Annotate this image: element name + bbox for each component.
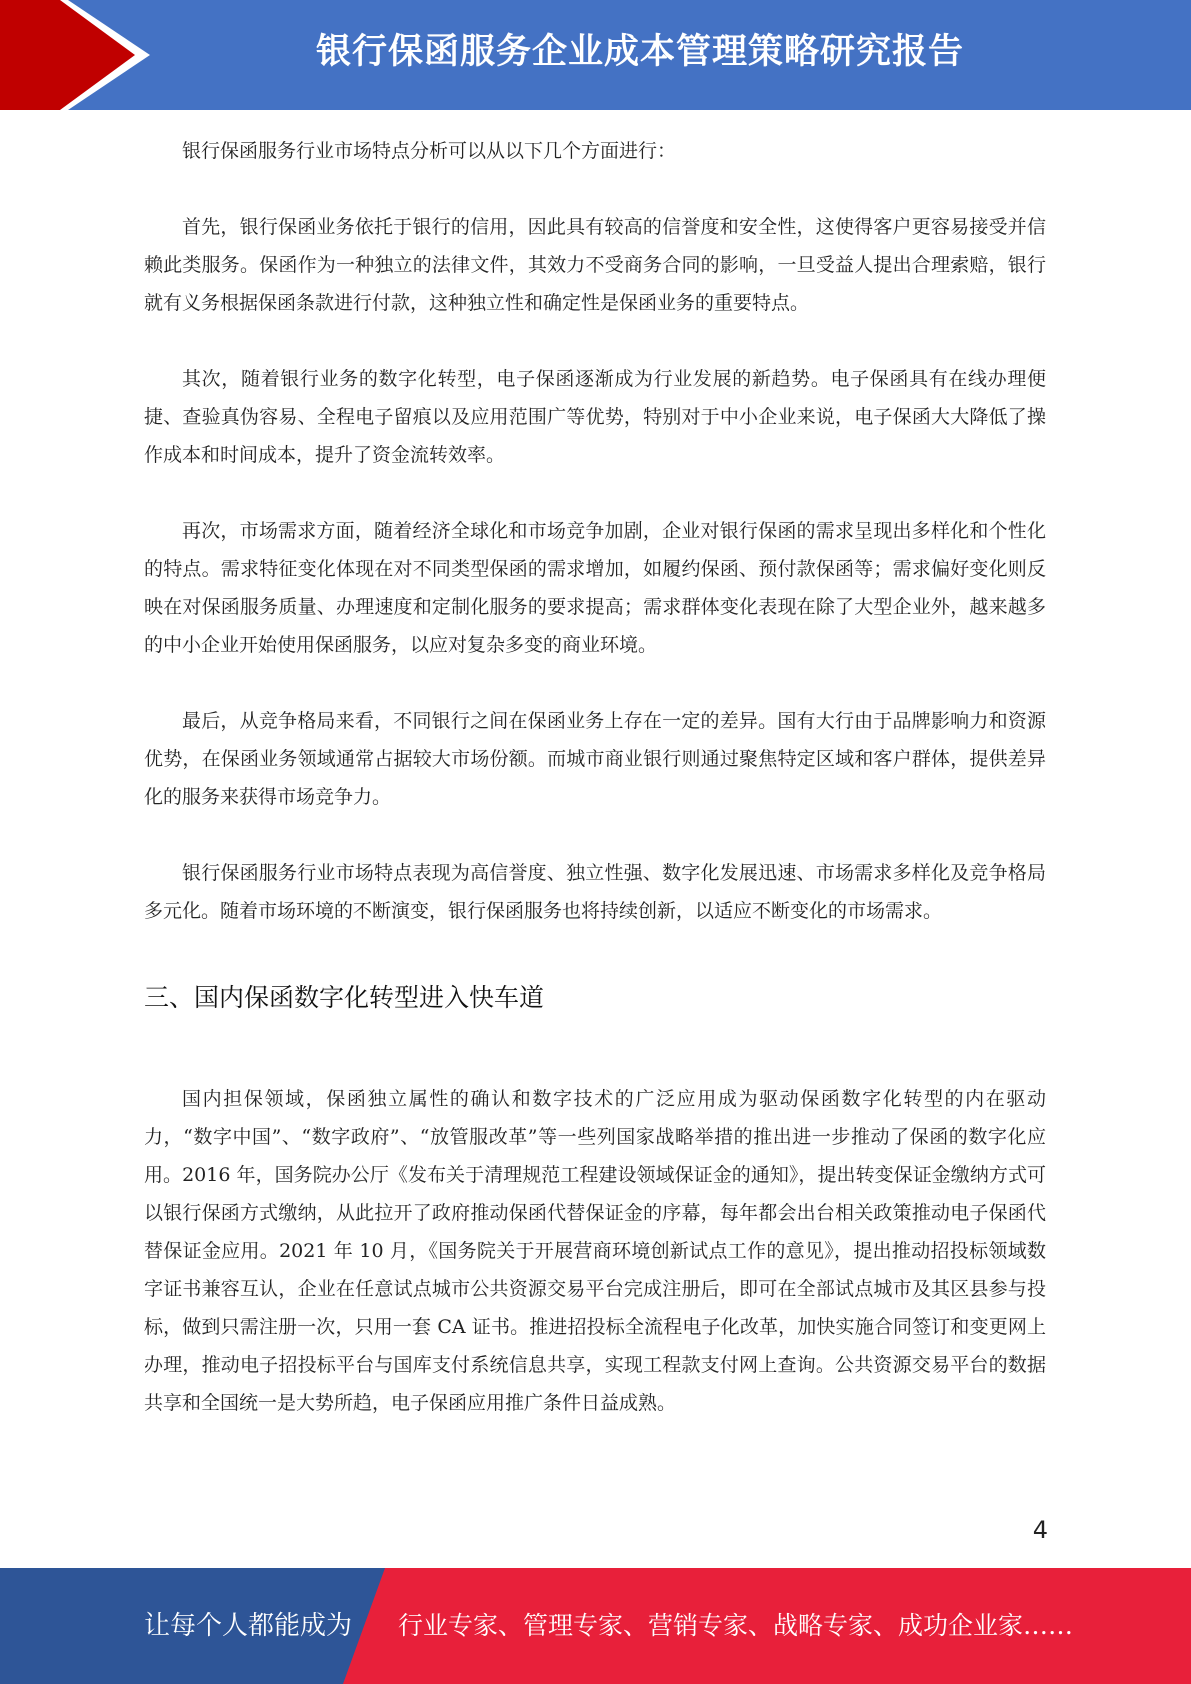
- summary-paragraph: 银行保函服务行业市场特点表现为高信誉度、独立性强、数字化发展迅速、市场需求多样化及竞争格局多元化。随着市场环境的不断演变，银行保函服务也将持续创新，以适应不断变化的市场需求。: [144, 862, 1046, 922]
- paragraph-third: 再次，市场需求方面，随着经济全球化和市场竞争加剧，企业对银行保函的需求呈现出多样化和个性化的特点。需求特征变化体现在对不同类型保函的需求增加，如履约保函、预付款保函等；需求偏好变化则反映在对保函服务质量、办理速度和定制化服务的要求提高；需求群体变化表现在除了大型企业外，越来越多的中小企业开始使用保函服务，以应对复杂多变的商业环境。: [144, 520, 1046, 656]
- paragraph-finally: 最后，从竞争格局来看，不同银行之间在保函业务上存在一定的差异。国有大行由于品牌影响力和资源优势，在保函业务领域通常占据较大市场份额。而城市商业银行则通过聚焦特定区域和客户群体，提供差异化的服务来获得市场竞争力。: [144, 710, 1046, 808]
- section-heading: 三、国内保函数字化转型进入快车道: [144, 983, 545, 1012]
- section-paragraph: 国内担保领域，保函独立属性的确认和数字技术的广泛应用成为驱动保函数字化转型的内在驱动力，“数字中国”、“数字政府”、“放管服改革”等一些列国家战略举措的推出进一步推动了保函的数字化应用。2016 年，国务院办公厅《发布关于清理规范工程建设领域保证金的通知》，提出转变保证金缴纳方式可以银行保函方式缴纳，从此拉开了政府推动保函代替保证金的序幕，每年都会出台相关政策推动电子保函代替保证金应用。2021 年 10 月，《国务院关于开展营商环境创新试点工作的意见》，提出推动招投标领域数字证书兼容互认，企业在任意试点城市公共资源交易平台完成注册后，即可在全部试点城市及其区县参与投标，做到只需注册一次，只用一套 CA 证书。推进招投标全流程电子化改革，加快实施合同签订和变更网上办理，推动电子招投标平台与国库支付系统信息共享，实现工程款支付网上查询。公共资源交易平台的数据共享和全国统一是大势所趋，电子保函应用推广条件日益成熟。: [144, 1088, 1046, 1414]
- page-footer: [0, 1568, 1191, 1684]
- page-body: [144, 132, 1046, 1422]
- footer-roles: 行业专家、管理专家、营销专家、战略专家、成功企业家……: [398, 1611, 1074, 1640]
- footer-slogan: 让每个人都能成为: [144, 1611, 353, 1641]
- paragraph-first: 首先，银行保函业务依托于银行的信用，因此具有较高的信誉度和安全性，这使得客户更容易接受并信赖此类服务。保函作为一种独立的法律文件，其效力不受商务合同的影响，一旦受益人提出合理索赔，银行就有义务根据保函条款进行付款，这种独立性和确定性是保函业务的重要特点。: [144, 216, 1046, 314]
- paragraph-second: 其次，随着银行业务的数字化转型，电子保函逐渐成为行业发展的新趋势。电子保函具有在线办理便捷、查验真伪容易、全程电子留痕以及应用范围广等优势，特别对于中小企业来说，电子保函大大降低了操作成本和时间成本，提升了资金流转效率。: [144, 368, 1046, 466]
- page-header: [0, 0, 1191, 110]
- page-number: 4: [1032, 1516, 1048, 1544]
- report-title: 银行保函服务企业成本管理策略研究报告: [315, 32, 964, 72]
- intro-paragraph: 银行保函服务行业市场特点分析可以从以下几个方面进行：: [182, 140, 677, 162]
